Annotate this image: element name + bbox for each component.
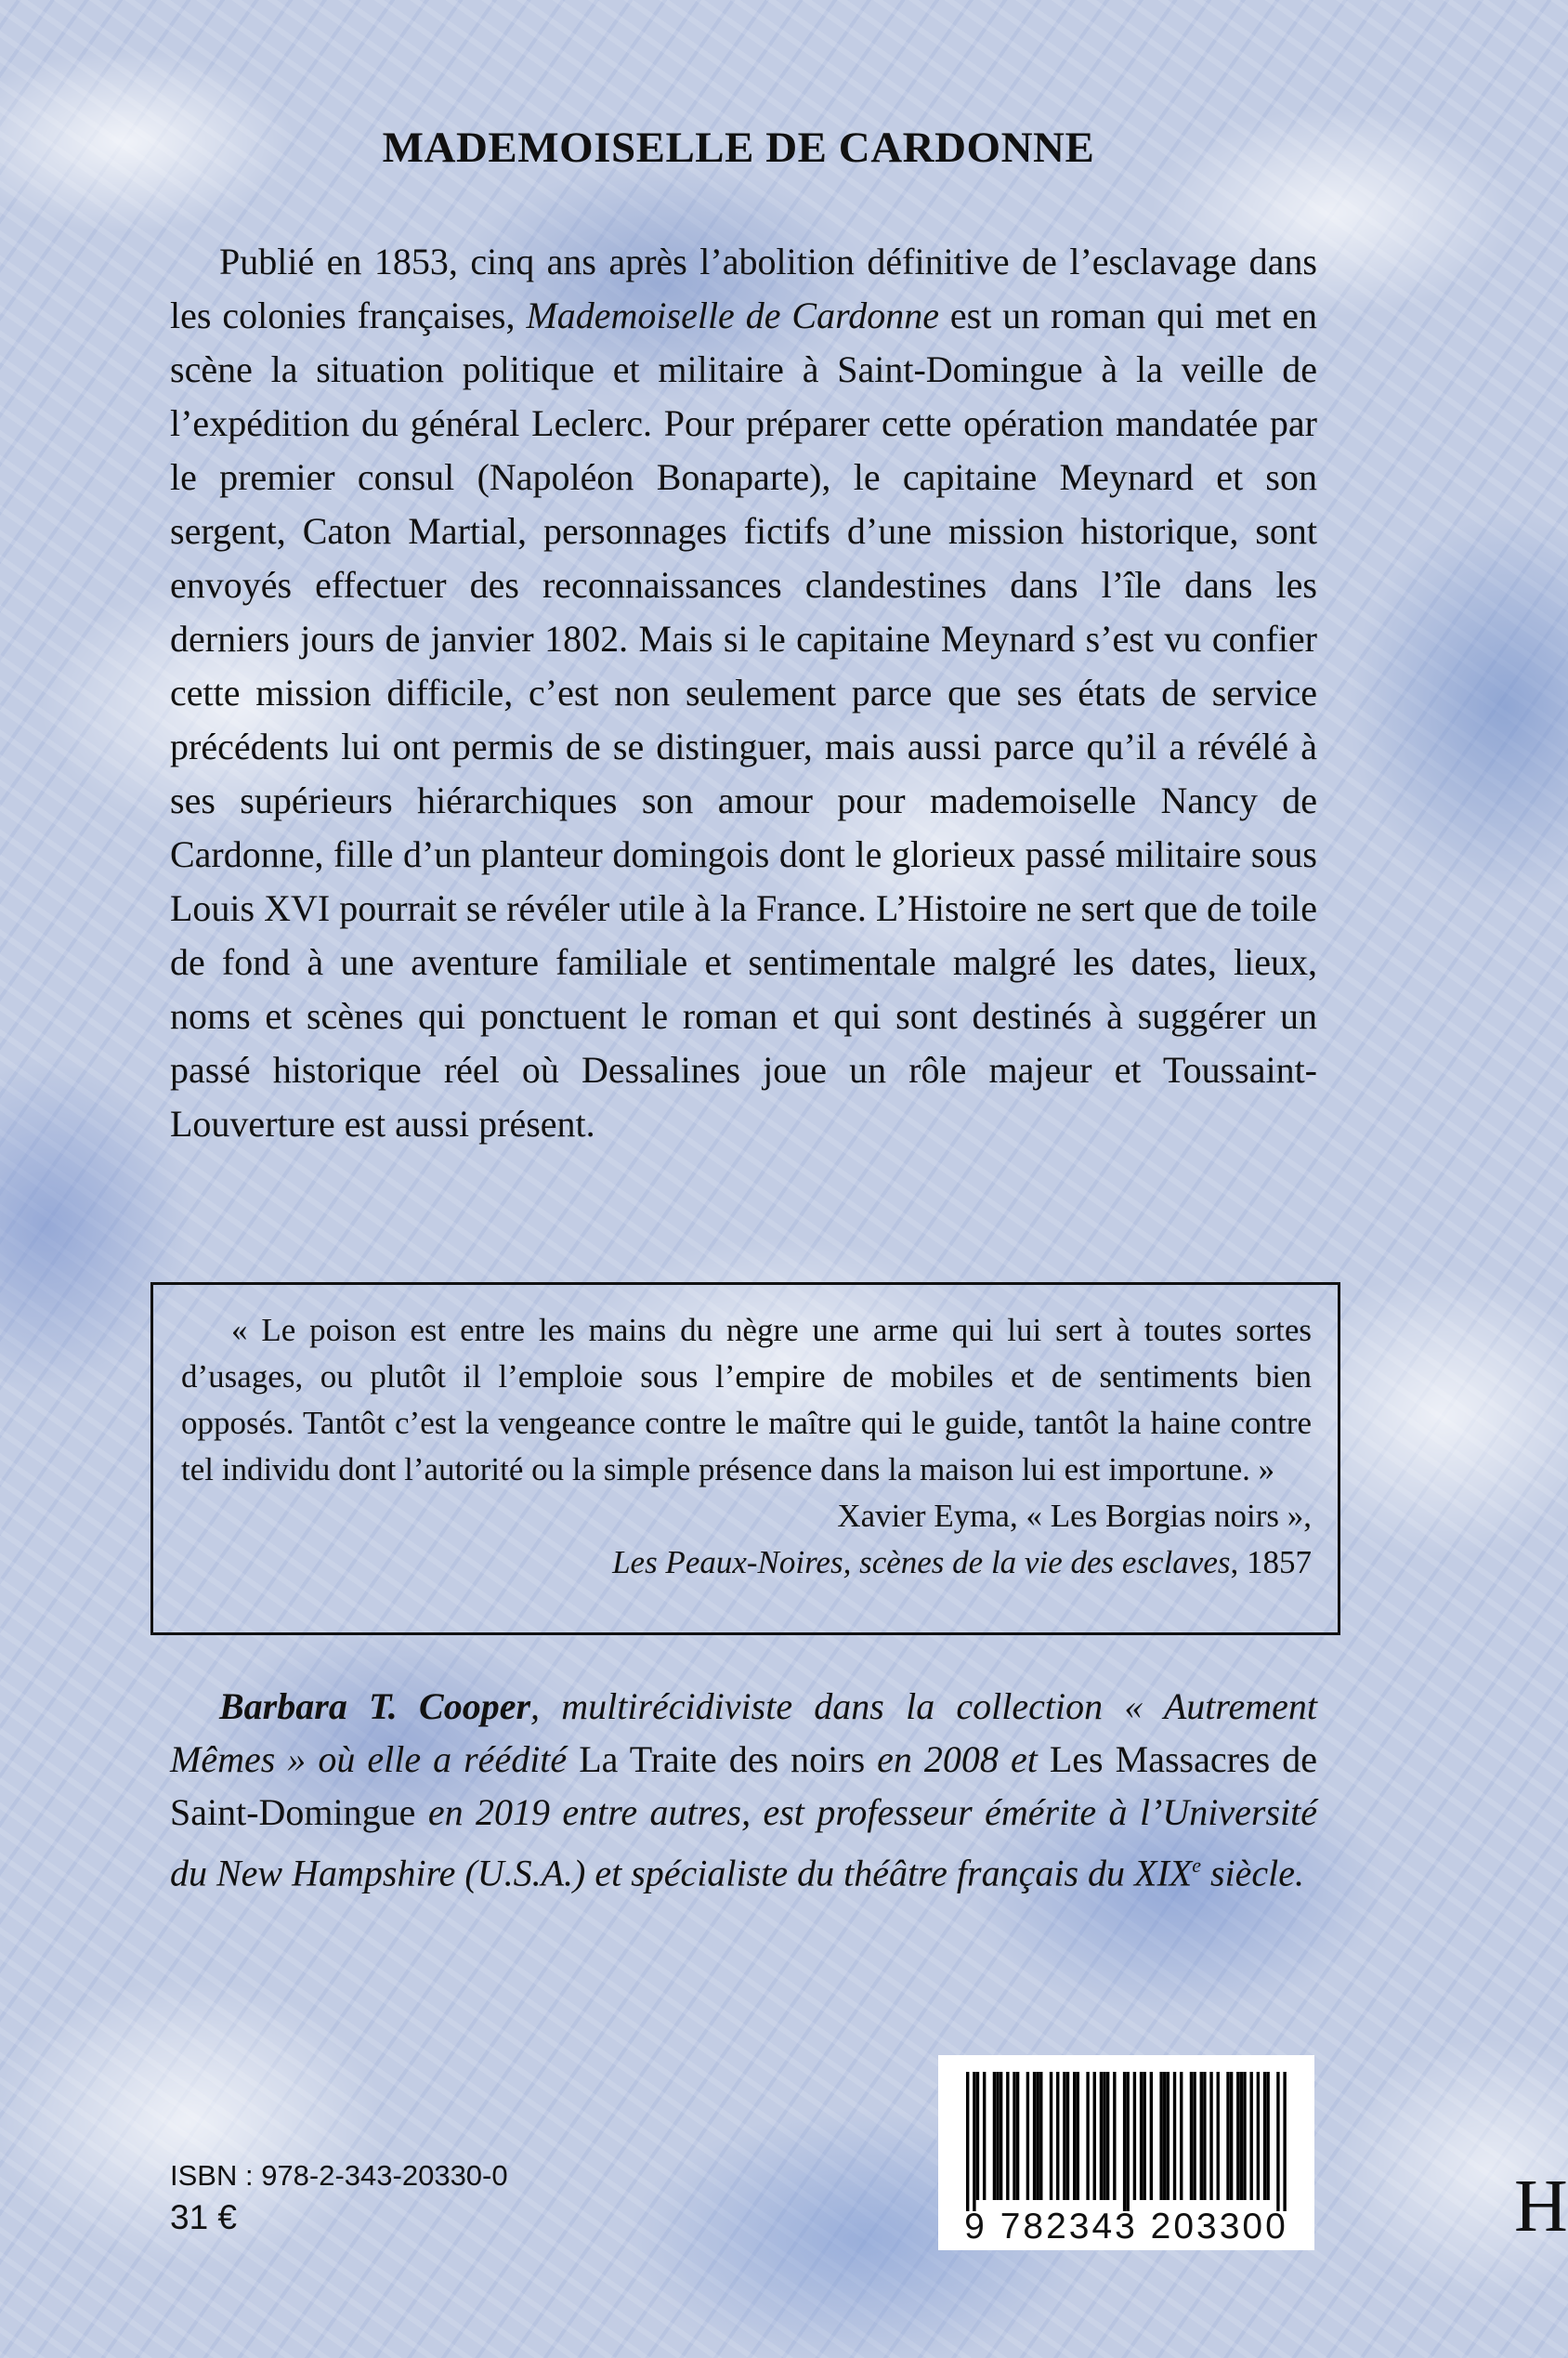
barcode-bar <box>1127 2072 1130 2211</box>
barcode-bar <box>1077 2072 1079 2200</box>
barcode-bar <box>976 2072 979 2200</box>
barcode-bar <box>1200 2072 1203 2200</box>
barcode-bar <box>1063 2072 1065 2200</box>
quote-author: Xavier Eyma, « Les Borgias noirs », <box>837 1498 1312 1534</box>
barcode-bar <box>1000 2072 1002 2200</box>
barcode-bar <box>1180 2072 1183 2200</box>
summary-book-title: Mademoiselle de Cardonne <box>526 295 939 336</box>
barcode-bar <box>1217 2072 1220 2200</box>
summary-part-2: est un roman qui met en scène la situation politique et militaire à Saint-Domingue à la veille de l’expédition du général Leclerc. Pour préparer cette opération mandatée par le premier consul (Napoléon Bonaparte), le capitaine Meynard et son sergent, Caton Martial, personnages fictifs d’une mission historique, sont envoyés effectuer des reconnaissances clandestines dans l’île dans les derniers jours de janvier 1802. Mais si le capitaine Meynard s’est vu confier cette mission difficile, c’est non seulement parce que ses états de service précédents lui ont permis de se distinguer, mais aussi parce qu’il a révélé à ses supérieurs hiérarchiques son amour pour mademoiselle Nancy de Cardonne, fille d’un planteur domingois dont le glorieux passé militaire sous Louis XVI pourrait se révéler utile à la France. L’Histoire ne sert que de toile de fond à une aventure familiale et sentimentale malgré les dates, lieux, noms et scènes qui ponctuent le roman et qui sont destinés à suggérer un passé historique réel où Dessalines joue un rôle majeur et Toussaint-Louverture est aussi présent. <box>170 295 1318 1145</box>
barcode-bar <box>1006 2072 1009 2200</box>
bio-book-1: La Traite des noirs <box>579 1738 866 1780</box>
summary-text <box>170 235 1317 1151</box>
barcode-bar <box>1036 2072 1039 2200</box>
barcode-bar <box>1236 2072 1239 2200</box>
book-title: MADEMOISELLE DE CARDONNE <box>382 124 1095 172</box>
bio-text-4: siècle. <box>1200 1852 1305 1894</box>
barcode <box>938 2055 1314 2250</box>
barcode-bar <box>1266 2072 1269 2200</box>
author-name: Barbara T. Cooper <box>219 1685 531 1727</box>
barcode-bar <box>1240 2072 1243 2200</box>
barcode-bar <box>1100 2072 1103 2200</box>
barcode-bar <box>993 2072 996 2200</box>
barcode-bar <box>1113 2072 1116 2200</box>
barcode-bar <box>1249 2072 1252 2200</box>
barcode-bar <box>1073 2072 1076 2200</box>
barcode-bar <box>1013 2072 1015 2200</box>
barcode-bar <box>1056 2072 1059 2200</box>
barcode-bar <box>1209 2072 1212 2200</box>
price: 31 € <box>170 2198 238 2236</box>
barcode-bar <box>1086 2072 1089 2200</box>
barcode-digits: 9 782343 203300 <box>964 2207 1288 2247</box>
barcode-bar <box>1033 2072 1036 2200</box>
author-bio <box>170 1680 1317 1899</box>
barcode-bar <box>1173 2072 1176 2200</box>
quote-text: « Le poison est entre les mains du nègre une arme qui lui sert à toutes sortes d’usages, ou plutôt il l’emploie sous l’empire de mobiles et de sentiments bien opposés. Tantôt c’est la vengeance contre le maître qui le guide, tantôt la haine contre tel individu dont l’autorité ou la simple présence dans la maison lui est importune. » <box>181 1312 1312 1487</box>
bio-text-2: en 2008 et <box>865 1738 1050 1780</box>
bio-superscript: e <box>1192 1854 1201 1877</box>
barcode-bar <box>1230 2072 1233 2200</box>
barcode-bar <box>1203 2072 1206 2200</box>
barcode-bar <box>996 2072 999 2200</box>
barcode-bar <box>1226 2072 1229 2200</box>
publisher-logo: H <box>1514 2166 1568 2247</box>
isbn: ISBN : 978-2-343-20330-0 <box>170 2159 508 2192</box>
barcode-bar <box>1016 2072 1019 2200</box>
barcode-bar <box>1167 2072 1169 2200</box>
bio-book-2: Les Massacres de Saint-Domingue <box>170 1738 1318 1833</box>
quote-box <box>150 1282 1340 1635</box>
quote-source-year: , 1857 <box>1230 1544 1312 1580</box>
barcode-bar <box>983 2072 986 2200</box>
isbn-block <box>170 2157 508 2241</box>
barcode-bar <box>966 2072 969 2211</box>
barcode-bar <box>1106 2072 1109 2200</box>
bio-text-3: en 2019 entre autres, est professeur émérite à l’Université du New Hampshire (U.S.A.) et spécialiste du théâtre français du XIX <box>170 1791 1317 1894</box>
barcode-bars <box>966 2072 1287 2211</box>
barcode-bar <box>1039 2072 1042 2200</box>
barcode-bar <box>1163 2072 1166 2200</box>
barcode-bar <box>1140 2072 1143 2200</box>
barcode-bar <box>1276 2072 1279 2211</box>
barcode-bar <box>1257 2072 1260 2200</box>
summary-part-1: Publié en 1853, cinq ans après l’abolition définitive de l’esclavage dans les colonies françaises, <box>170 241 1317 336</box>
barcode-bar <box>1143 2072 1145 2200</box>
barcode-bar <box>1093 2072 1096 2200</box>
barcode-bar <box>1159 2072 1162 2200</box>
barcode-bar <box>1123 2072 1126 2211</box>
barcode-bar <box>1283 2072 1286 2211</box>
barcode-bar <box>1050 2072 1052 2200</box>
barcode-bar <box>1190 2072 1193 2200</box>
quote-source <box>181 1539 1312 1586</box>
barcode-bar <box>973 2072 975 2211</box>
barcode-bar <box>1066 2072 1069 2200</box>
barcode-bar <box>1133 2072 1136 2200</box>
barcode-bar <box>1150 2072 1153 2200</box>
barcode-bar <box>1243 2072 1246 2200</box>
barcode-bar <box>1263 2072 1266 2200</box>
quote-source-title: Les Peaux-Noires, scènes de la vie des esclaves <box>612 1544 1231 1580</box>
barcode-bar <box>1103 2072 1105 2200</box>
bio-text-1: , multirécidiviste dans la collection « Autrement Mêmes » où elle a réédité <box>170 1685 1318 1780</box>
barcode-bar <box>1193 2072 1196 2200</box>
barcode-bar <box>1026 2072 1029 2200</box>
